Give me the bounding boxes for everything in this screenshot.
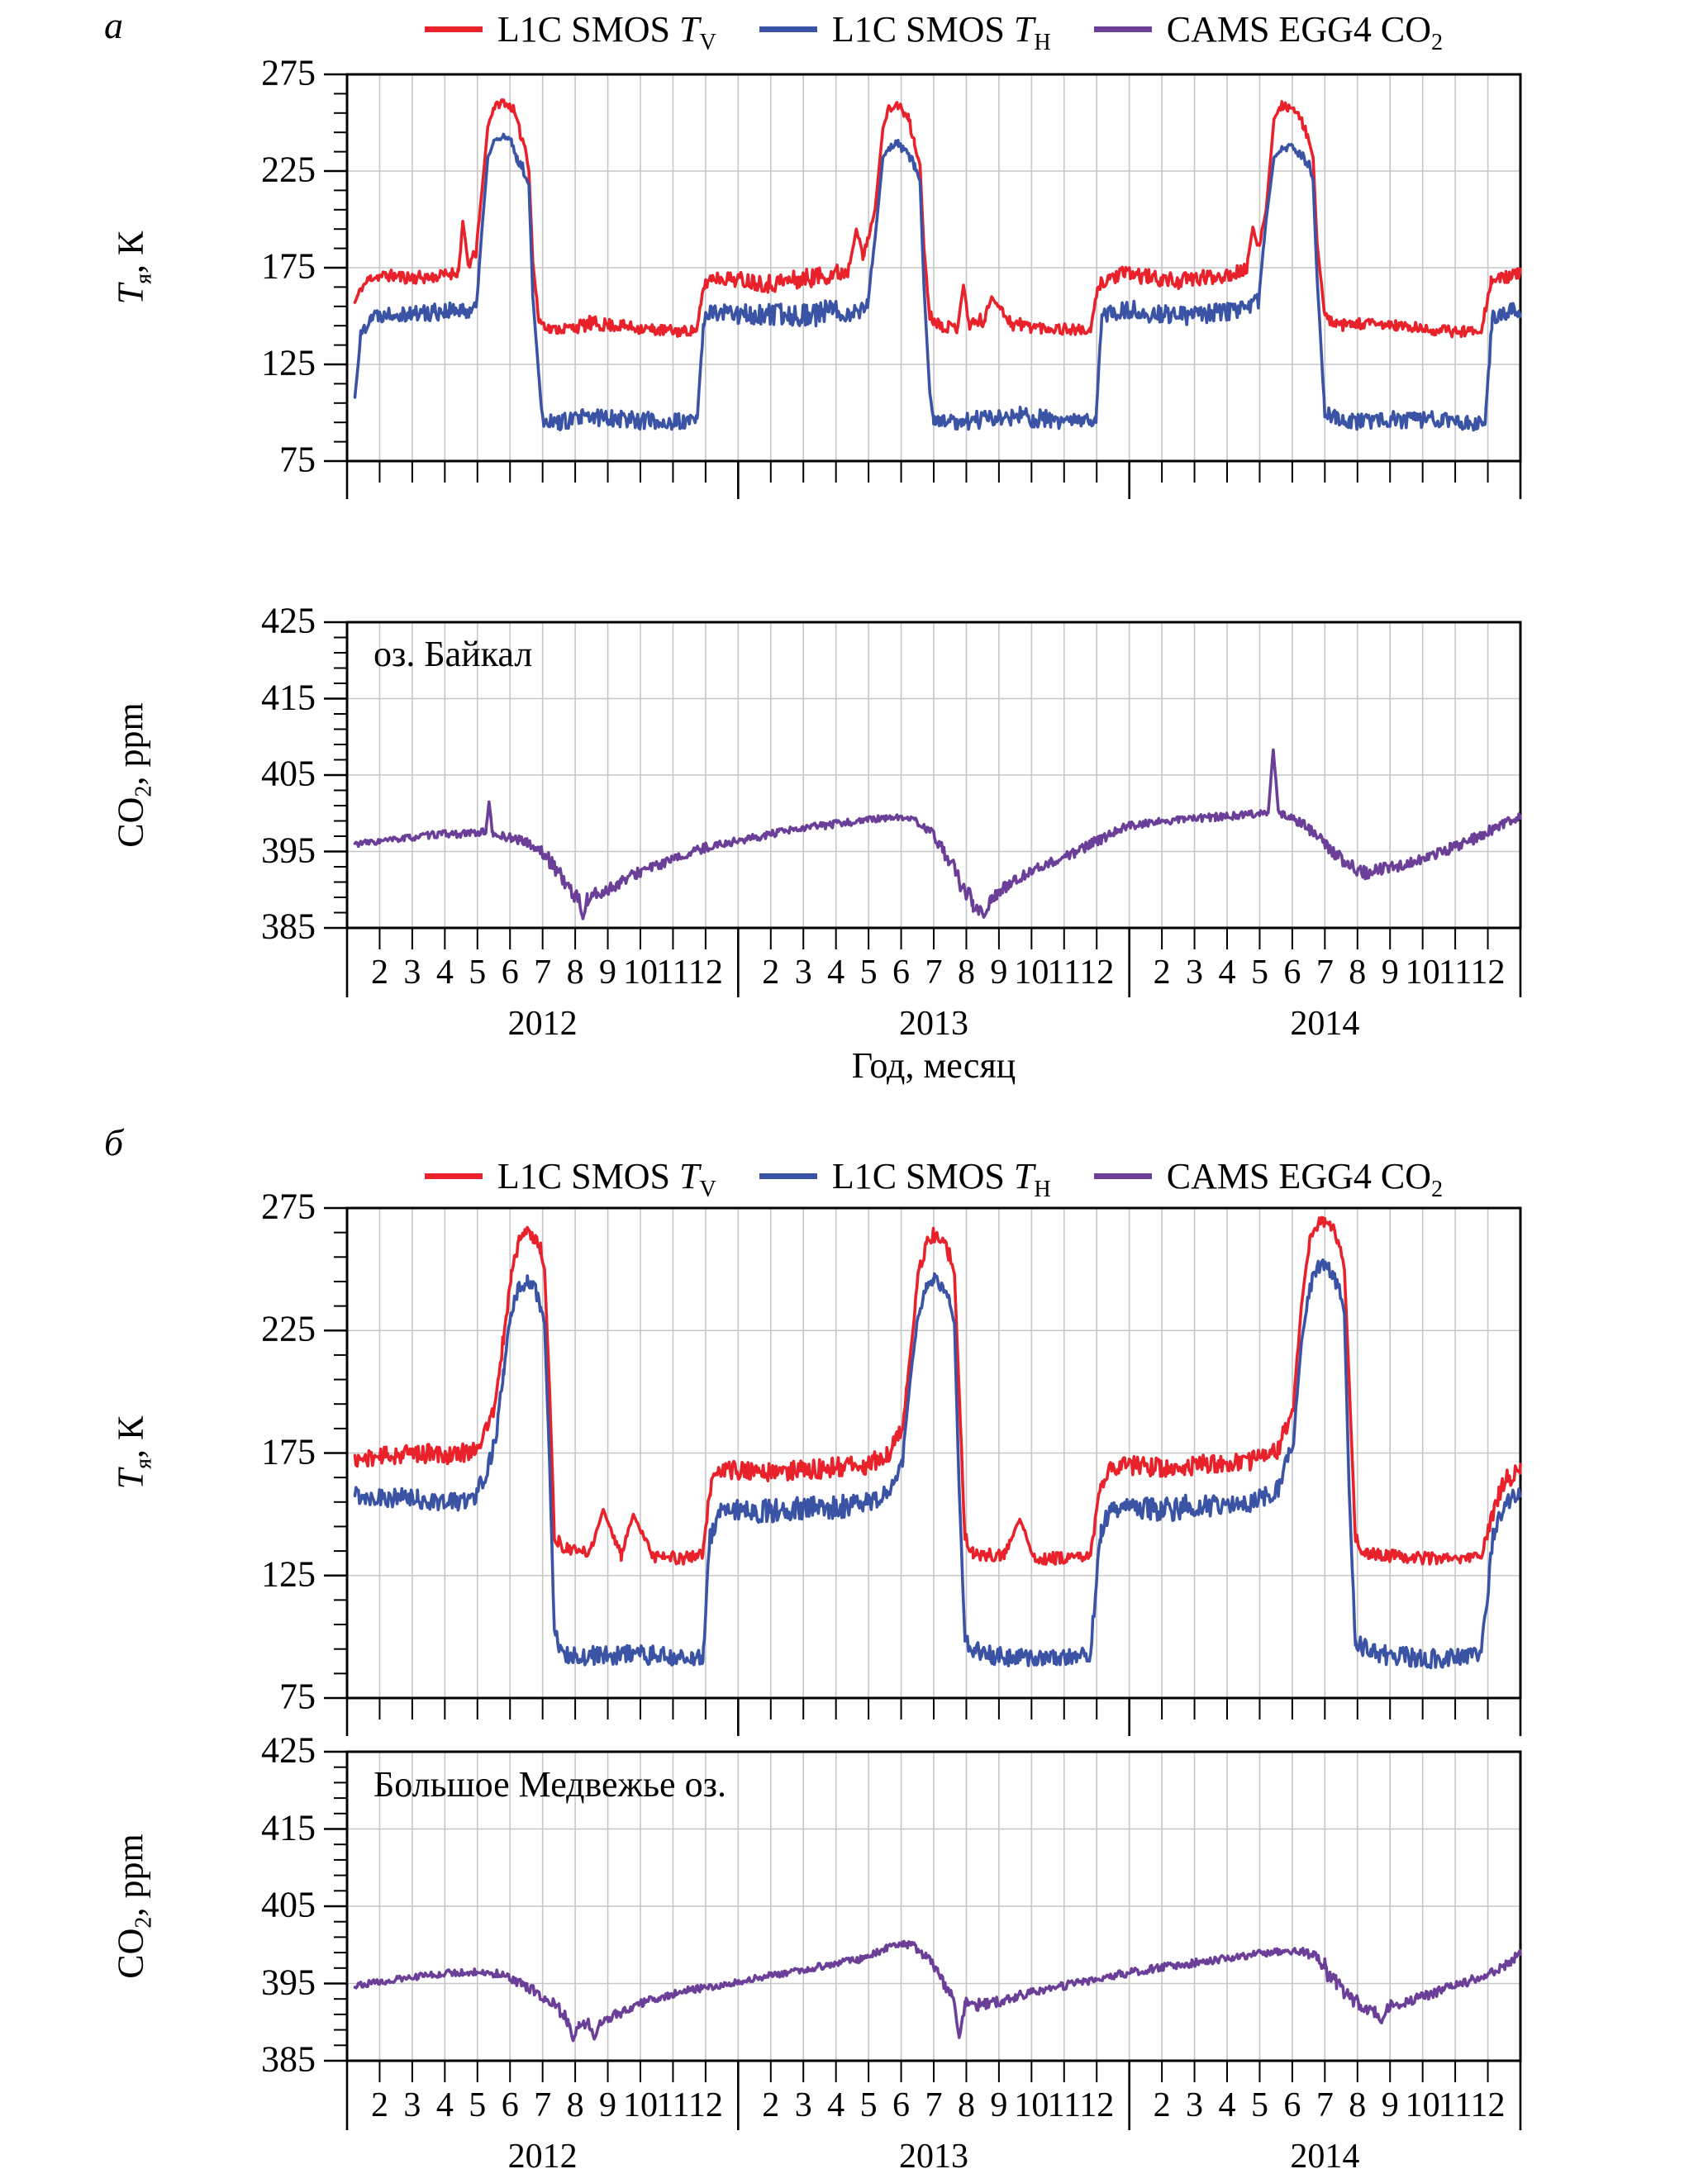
month-tick-label: 5 bbox=[859, 954, 878, 992]
legend-item-th bbox=[759, 1155, 1051, 1202]
year-tick-label: 2012 bbox=[507, 2138, 578, 2169]
month-tick-label: 12 bbox=[1079, 954, 1115, 992]
legend-label-tv: L1C SMOS $T_V$ bbox=[497, 1156, 716, 1202]
y-tick-label: 395 bbox=[261, 1961, 316, 2002]
y-tick-label: 425 bbox=[261, 600, 316, 641]
year-tick-label: 2013 bbox=[899, 1005, 968, 1043]
month-tick-label: 7 bbox=[925, 2086, 943, 2124]
month-tick-label: 6 bbox=[1283, 2086, 1301, 2124]
y-tick-label: 405 bbox=[261, 1884, 316, 1925]
y-tick-label: 75 bbox=[279, 1676, 316, 1717]
month-tick-label: 4 bbox=[435, 2086, 454, 2124]
month-tick-label: 2 bbox=[370, 954, 388, 992]
panel-b-letter: б bbox=[104, 1121, 124, 1163]
month-tick-label: 7 bbox=[1315, 2086, 1334, 2124]
legend-line-tv-icon bbox=[425, 26, 483, 32]
legend-item-tv bbox=[425, 8, 716, 55]
y-tick-label: 175 bbox=[261, 245, 316, 287]
month-tick-label: 4 bbox=[1218, 954, 1236, 992]
month-tick-label: 3 bbox=[403, 954, 421, 992]
y-tick-label: 415 bbox=[261, 676, 316, 717]
month-tick-label: 3 bbox=[794, 954, 812, 992]
month-tick-label: 7 bbox=[534, 2086, 552, 2124]
month-tick-label: 4 bbox=[827, 2086, 845, 2124]
ylabel-a-brightness-temp: $T_я$, К bbox=[110, 231, 157, 305]
month-tick-label: 11 bbox=[656, 954, 690, 992]
y-tick-label: 125 bbox=[261, 342, 316, 383]
y-tick-label: 415 bbox=[261, 1806, 316, 1848]
legend-item-co2 bbox=[1094, 1155, 1444, 1202]
year-tick-label: 2014 bbox=[1290, 2138, 1360, 2169]
month-tick-label: 6 bbox=[501, 2086, 519, 2124]
month-tick-label: 5 bbox=[1250, 954, 1268, 992]
month-tick-label: 2 bbox=[370, 2086, 388, 2124]
month-tick-label: 11 bbox=[656, 2086, 690, 2124]
y-tick-label: 75 bbox=[279, 439, 316, 480]
month-tick-label: 7 bbox=[925, 954, 943, 992]
month-tick-label: 10 bbox=[1014, 954, 1049, 992]
month-tick-label: 8 bbox=[1349, 2086, 1367, 2124]
y-tick-label: 425 bbox=[261, 1729, 316, 1771]
y-tick-label: 225 bbox=[261, 149, 316, 190]
site-label-great-bear-lake: Большое Медвежье оз. bbox=[373, 1764, 726, 1805]
y-tick-label: 405 bbox=[261, 753, 316, 794]
legend-line-tv-icon bbox=[425, 1173, 483, 1179]
y-tick-label: 275 bbox=[261, 52, 316, 93]
month-tick-label: 2 bbox=[762, 2086, 780, 2124]
ylabel-b-co2: $CO_2$, ppm bbox=[110, 1834, 157, 1979]
ylabel-a-co2: $CO_2$, ppm bbox=[110, 702, 157, 848]
month-tick-label: 3 bbox=[403, 2086, 421, 2124]
legend-label-tv: L1C SMOS $T_V$ bbox=[497, 9, 716, 55]
month-tick-label: 12 bbox=[687, 2086, 723, 2124]
site-label-baikal: оз. Байкал bbox=[373, 634, 533, 674]
month-tick-label: 8 bbox=[957, 2086, 975, 2124]
legend-line-co2-icon bbox=[1094, 26, 1152, 32]
month-tick-label: 5 bbox=[469, 954, 487, 992]
legend-item-co2 bbox=[1094, 8, 1444, 55]
month-tick-label: 6 bbox=[501, 954, 519, 992]
month-tick-label: 10 bbox=[1405, 2086, 1440, 2124]
y-tick-label: 275 bbox=[261, 1186, 316, 1227]
month-tick-label: 5 bbox=[859, 2086, 878, 2124]
series-cams-egg4-co2 bbox=[355, 1941, 1521, 2040]
ylabel-b-brightness-temp: $T_я$, К bbox=[110, 1415, 157, 1490]
month-tick-label: 12 bbox=[1470, 954, 1506, 992]
legend-label-th: L1C SMOS $T_H$ bbox=[831, 1156, 1051, 1202]
year-tick-label: 2013 bbox=[899, 2138, 968, 2169]
legend-item-tv bbox=[425, 1155, 716, 1202]
month-tick-label: 8 bbox=[957, 954, 975, 992]
year-tick-label: 2012 bbox=[507, 1005, 578, 1043]
month-tick-label: 12 bbox=[1470, 2086, 1506, 2124]
month-tick-label: 2 bbox=[1153, 954, 1171, 992]
month-tick-label: 12 bbox=[1079, 2086, 1115, 2124]
month-tick-label: 4 bbox=[435, 954, 454, 992]
month-tick-label: 10 bbox=[1014, 2086, 1049, 2124]
month-tick-label: 9 bbox=[990, 954, 1008, 992]
month-tick-label: 6 bbox=[892, 2086, 911, 2124]
month-tick-label: 11 bbox=[1438, 2086, 1472, 2124]
legend-item-th bbox=[759, 8, 1051, 55]
y-tick-label: 175 bbox=[261, 1430, 316, 1472]
month-tick-label: 5 bbox=[1250, 2086, 1268, 2124]
month-tick-label: 2 bbox=[1153, 2086, 1171, 2124]
month-tick-label: 9 bbox=[599, 954, 617, 992]
month-tick-label: 6 bbox=[892, 954, 911, 992]
y-tick-label: 385 bbox=[261, 2038, 316, 2080]
month-tick-label: 10 bbox=[1405, 954, 1440, 992]
month-tick-label: 5 bbox=[469, 2086, 487, 2124]
legend-panel-b bbox=[347, 1155, 1520, 1202]
legend-line-co2-icon bbox=[1094, 1173, 1152, 1179]
chart-b-tb bbox=[324, 1208, 1520, 1736]
month-tick-label: 4 bbox=[827, 954, 845, 992]
xaxis-title: Год, месяц bbox=[851, 1045, 1016, 1086]
month-tick-label: 9 bbox=[1381, 954, 1399, 992]
month-tick-label: 9 bbox=[1381, 2086, 1399, 2124]
legend-line-th-icon bbox=[759, 1173, 817, 1179]
month-tick-label: 10 bbox=[623, 954, 658, 992]
legend-label-co2: CAMS EGG4 $CO_2$ bbox=[1166, 1156, 1444, 1202]
legend-label-co2: CAMS EGG4 $CO_2$ bbox=[1166, 9, 1444, 55]
month-tick-label: 3 bbox=[1186, 2086, 1204, 2124]
month-tick-label: 7 bbox=[534, 954, 552, 992]
legend-panel-a bbox=[347, 8, 1520, 55]
y-tick-label: 395 bbox=[261, 829, 316, 870]
chart-a-co2 bbox=[324, 622, 1520, 997]
month-tick-label: 12 bbox=[687, 954, 723, 992]
series-l1c-smos-th bbox=[355, 1260, 1521, 1668]
month-tick-label: 8 bbox=[566, 2086, 584, 2124]
month-tick-label: 11 bbox=[1438, 954, 1472, 992]
month-tick-label: 11 bbox=[1047, 2086, 1081, 2124]
chart-b-co2 bbox=[324, 1752, 1520, 2130]
month-tick-label: 6 bbox=[1283, 954, 1301, 992]
month-tick-label: 2 bbox=[762, 954, 780, 992]
month-tick-label: 10 bbox=[623, 2086, 658, 2124]
month-tick-label: 8 bbox=[1349, 954, 1367, 992]
y-tick-label: 385 bbox=[261, 906, 316, 947]
legend-line-th-icon bbox=[759, 26, 817, 32]
month-tick-label: 11 bbox=[1047, 954, 1081, 992]
month-tick-label: 3 bbox=[794, 2086, 812, 2124]
legend-label-th: L1C SMOS $T_H$ bbox=[831, 9, 1051, 55]
year-tick-label: 2014 bbox=[1290, 1005, 1360, 1043]
chart-a-tb bbox=[324, 74, 1520, 499]
month-tick-label: 8 bbox=[566, 954, 584, 992]
month-tick-label: 4 bbox=[1218, 2086, 1236, 2124]
month-tick-label: 3 bbox=[1186, 954, 1204, 992]
month-tick-label: 7 bbox=[1315, 954, 1334, 992]
month-tick-label: 9 bbox=[990, 2086, 1008, 2124]
y-tick-label: 125 bbox=[261, 1553, 316, 1595]
month-tick-label: 9 bbox=[599, 2086, 617, 2124]
y-tick-label: 225 bbox=[261, 1308, 316, 1349]
panel-a-letter: а bbox=[104, 4, 123, 46]
